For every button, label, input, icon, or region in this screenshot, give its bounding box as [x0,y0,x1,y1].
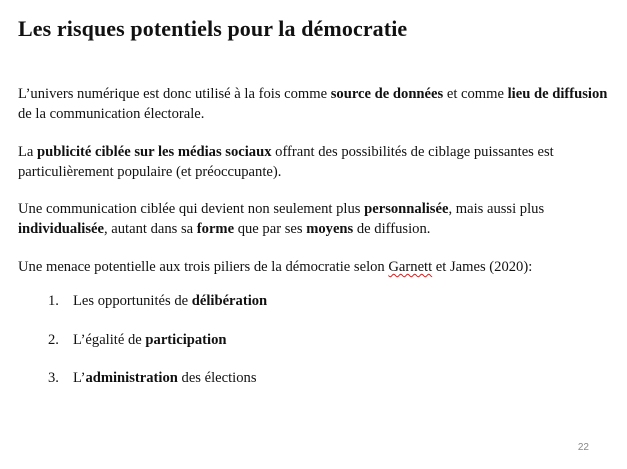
list-item-deliberation [48,291,267,311]
bold-text: lieu de diffusion [507,86,608,102]
list-number: 1. [48,293,59,309]
text: L’ [73,370,86,386]
bold-text: forme [196,221,235,237]
bold-text: moyens [306,221,354,237]
bold-text: administration [85,370,178,386]
text: , mais aussi plus [448,201,545,217]
text: Une communication ciblée qui devient non seulement plus [18,201,365,217]
bold-text: publicité ciblée sur les médias sociaux [37,144,272,160]
page-number: 22 [577,442,589,453]
text: et James (2020): [432,259,533,275]
text: et comme [443,86,508,102]
paragraph-targeted-communication [18,199,608,239]
text: Une menace potentielle aux trois piliers de la démocratie selon [18,259,389,275]
text: L’égalité de [73,332,146,348]
list-item-participation [48,330,226,350]
paragraph-targeted-ads [18,142,608,182]
paragraph-three-pillars [18,257,608,277]
text: La [18,144,38,160]
slide-title: Les risques potentiels pour la démocratie [18,16,408,41]
text: Les opportunités de [73,293,192,309]
paragraph-data-and-diffusion [18,84,608,124]
list-number: 3. [48,370,59,386]
text: que par ses [234,221,307,237]
text: de la communication électorale. [18,106,205,122]
bold-text: délibération [191,293,268,309]
text: de diffusion. [353,221,431,237]
bold-text: participation [145,332,227,348]
list-item-administration [48,368,257,388]
bold-text: personnalisée [364,201,449,217]
spellcheck-author-name: Garnett [388,259,433,275]
text: L’univers numérique est donc utilisé à la fois comme [18,86,331,102]
list-number: 2. [48,332,59,348]
text: offrant des possibilités de ciblage puissantes est particulièrement populaire (et préoccupante). [18,144,554,180]
bold-text: source de données [330,86,444,102]
text: , autant dans sa [103,221,197,237]
bold-text: individualisée [18,221,104,237]
text: des élections [177,370,257,386]
